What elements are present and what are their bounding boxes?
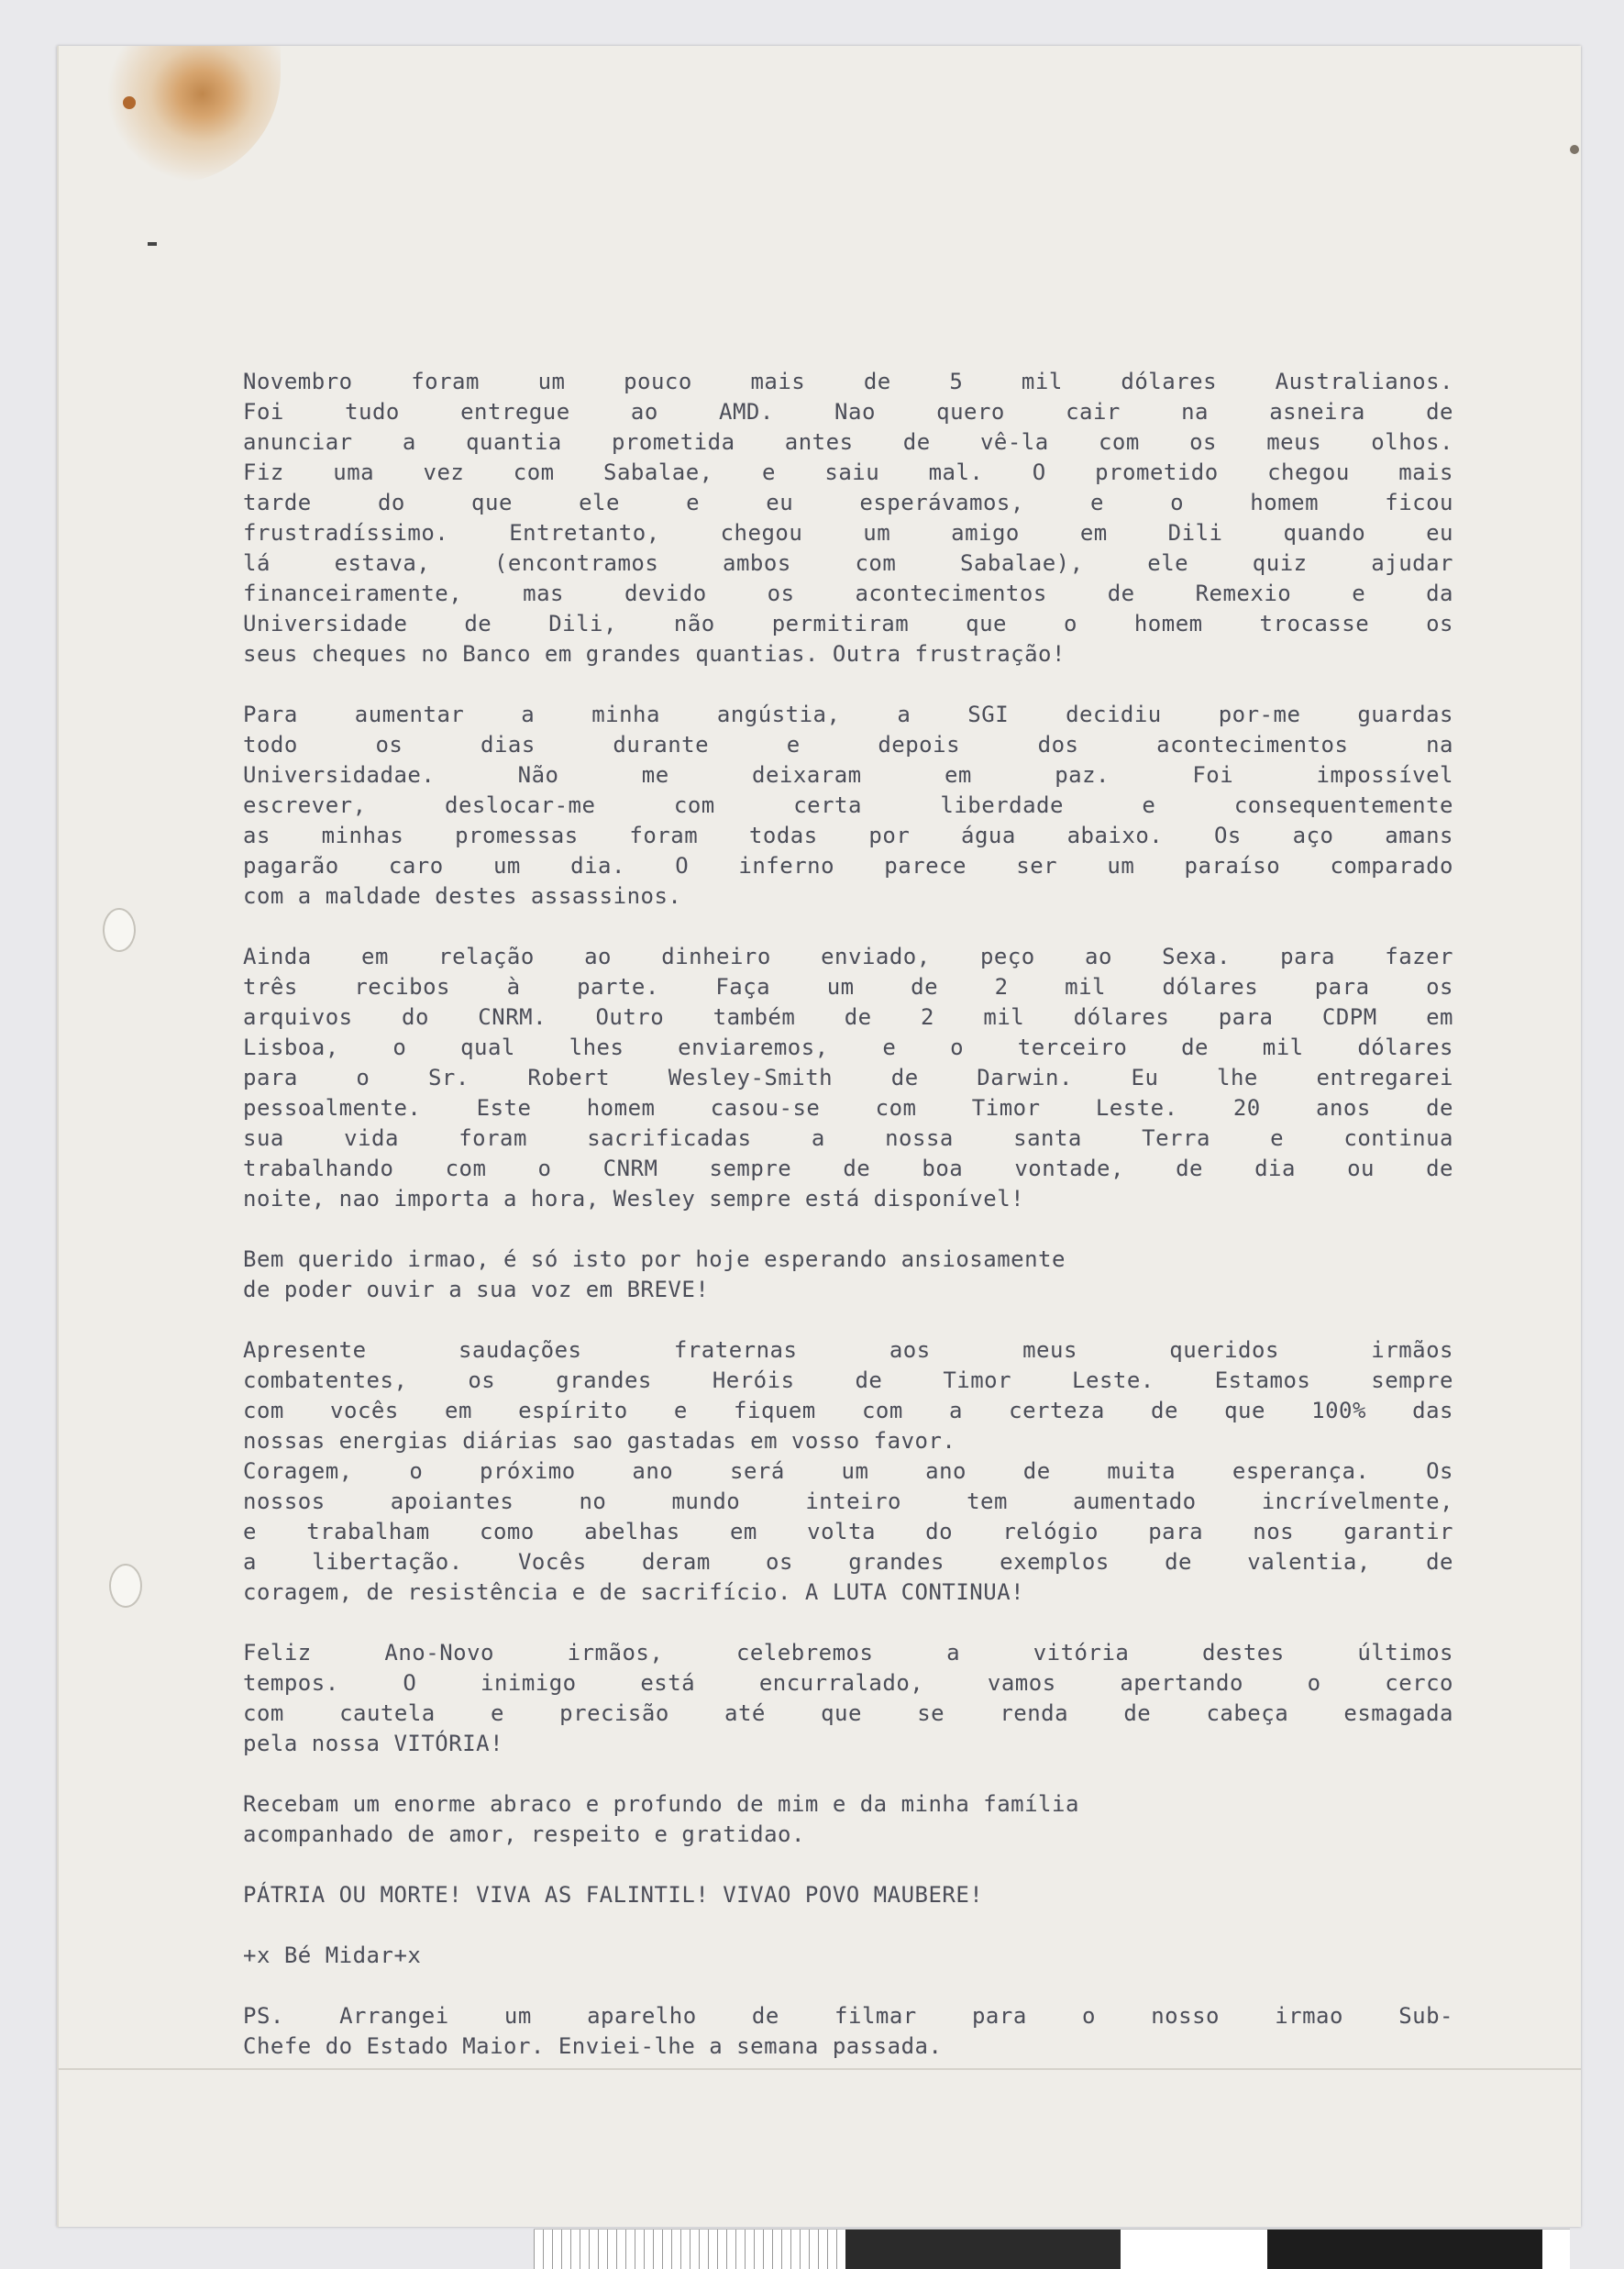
paper-spot	[1570, 145, 1579, 154]
text-line: Recebam um enorme abraco e profundo de mim e da minha família	[243, 1791, 1079, 1817]
ruler-block	[1267, 2230, 1542, 2269]
text-line: Novembro foram um pouco mais de 5 mil dólares Australianos.	[243, 369, 1453, 394]
text-line: trabalhando com o CNRM sempre de boa vontade, de dia ou de	[243, 1156, 1453, 1181]
signature	[243, 1941, 1453, 1971]
text-line: Lisboa, o qual lhes enviaremos, e o terceiro de mil dólares	[243, 1035, 1453, 1060]
text-line: coragem, de resistência e de sacrifício. A LUTA CONTINUA!	[243, 1579, 1025, 1605]
text-line: Feliz Ano-Novo irmãos, celebremos a vitória destes últimos	[243, 1640, 1453, 1666]
text-line: escrever, deslocar-me com certa liberdade e consequentemente	[243, 792, 1453, 818]
letter-body	[243, 367, 1453, 2092]
punch-hole-upper	[103, 908, 136, 952]
ruler-ticks	[534, 2230, 845, 2269]
paper-mark	[148, 242, 157, 246]
text-line: todo os dias durante e depois dos acontecimentos na	[243, 732, 1453, 758]
text-line: Chefe do Estado Maior. Enviei-lhe a semana passada.	[243, 2033, 943, 2059]
text-line: com cautela e precisão até que se renda de cabeça esmagada	[243, 1700, 1453, 1726]
paper-stain	[106, 46, 281, 183]
text-line: combatentes, os grandes Heróis de Timor Leste. Estamos sempre	[243, 1367, 1453, 1393]
text-line: arquivos do CNRM. Outro também de 2 mil dólares para CDPM em	[243, 1004, 1453, 1030]
text-line: pagarão caro um dia. O inferno parece ser um paraíso comparado	[243, 853, 1453, 879]
postscript	[243, 2001, 1453, 2062]
text-line: nossos apoiantes no mundo inteiro tem aumentado incrívelmente,	[243, 1489, 1453, 1514]
text-line: PÁTRIA OU MORTE! VIVA AS FALINTIL! VIVAO POVO MAUBERE!	[243, 1882, 984, 1908]
text-line: pessoalmente. Este homem casou-se com Timor Leste. 20 anos de	[243, 1095, 1453, 1121]
paragraph-7	[243, 1638, 1453, 1759]
paragraph-1	[243, 367, 1453, 670]
text-line: com a maldade destes assassinos.	[243, 883, 682, 909]
text-line: tempos. O inimigo está encurralado, vamos apertando o cerco	[243, 1670, 1453, 1696]
text-line: financeiramente, mas devido os acontecimentos de Remexio e da	[243, 581, 1453, 606]
text-line: Fiz uma vez com Sabalae, e saiu mal. O prometido chegou mais	[243, 459, 1453, 485]
text-line: com vocês em espírito e fiquem com a certeza de que 100% das	[243, 1398, 1453, 1423]
stain-spot	[123, 96, 136, 109]
punch-hole-lower	[109, 1564, 142, 1608]
text-line: Ainda em relação ao dinheiro enviado, peço ao Sexa. para fazer	[243, 944, 1453, 969]
paragraph-5	[243, 1335, 1453, 1456]
text-line: tarde do que ele e eu esperávamos, e o homem ficou	[243, 490, 1453, 515]
paragraph-3	[243, 942, 1453, 1214]
ruler-block	[845, 2230, 1121, 2269]
text-line: lá estava, (encontramos ambos com Sabalae), ele quiz ajudar	[243, 550, 1453, 576]
text-line: para o Sr. Robert Wesley-Smith de Darwin. Eu lhe entregarei	[243, 1065, 1453, 1090]
paragraph-8	[243, 1789, 1453, 1850]
text-line: acompanhado de amor, respeito e gratidao.	[243, 1821, 805, 1847]
paragraph-6	[243, 1456, 1453, 1608]
text-line: anunciar a quantia prometida antes de vê-la com os meus olhos.	[243, 429, 1453, 455]
text-line: noite, nao importa a hora, Wesley sempre está disponível!	[243, 1186, 1025, 1212]
closing-slogan	[243, 1880, 1453, 1910]
text-line: e trabalham como abelhas em volta do relógio para nos garantir	[243, 1519, 1453, 1544]
paragraph-2	[243, 700, 1453, 912]
text-line: Apresente saudações fraternas aos meus queridos irmãos	[243, 1337, 1453, 1363]
text-line: as minhas promessas foram todas por água abaixo. Os aço amans	[243, 823, 1453, 848]
text-line: frustradíssimo. Entretanto, chegou um amigo em Dili quando eu	[243, 520, 1453, 546]
scale-ruler	[534, 2229, 1570, 2269]
paragraph-4	[243, 1245, 1453, 1305]
text-line: Coragem, o próximo ano será um ano de muita esperança. Os	[243, 1458, 1453, 1484]
text-line: três recibos à parte. Faça um de 2 mil dólares para os	[243, 974, 1453, 1000]
text-line: sua vida foram sacrificadas a nossa santa Terra e continua	[243, 1125, 1453, 1151]
text-line: Universidade de Dili, não permitiram que o homem trocasse os	[243, 611, 1453, 636]
text-line: Para aumentar a minha angústia, a SGI decidiu por-me guardas	[243, 702, 1453, 727]
text-line: a libertação. Vocês deram os grandes exemplos de valentia, de	[243, 1549, 1453, 1575]
text-line: Foi tudo entregue ao AMD. Nao quero cair na asneira de	[243, 399, 1453, 425]
text-line: +x Bé Midar+x	[243, 1942, 422, 1968]
text-line: PS. Arrangei um aparelho de filmar para o nosso irmao Sub-	[243, 2003, 1453, 2029]
text-line: de poder ouvir a sua voz em BREVE!	[243, 1277, 710, 1302]
text-line: Bem querido irmao, é só isto por hoje esperando ansiosamente	[243, 1246, 1066, 1272]
text-line: Universidadae. Não me deixaram em paz. Foi impossível	[243, 762, 1453, 788]
text-line: seus cheques no Banco em grandes quantias. Outra frustração!	[243, 641, 1066, 667]
text-line: pela nossa VITÓRIA!	[243, 1731, 504, 1756]
text-line: nossas energias diárias sao gastadas em vosso favor.	[243, 1428, 956, 1454]
